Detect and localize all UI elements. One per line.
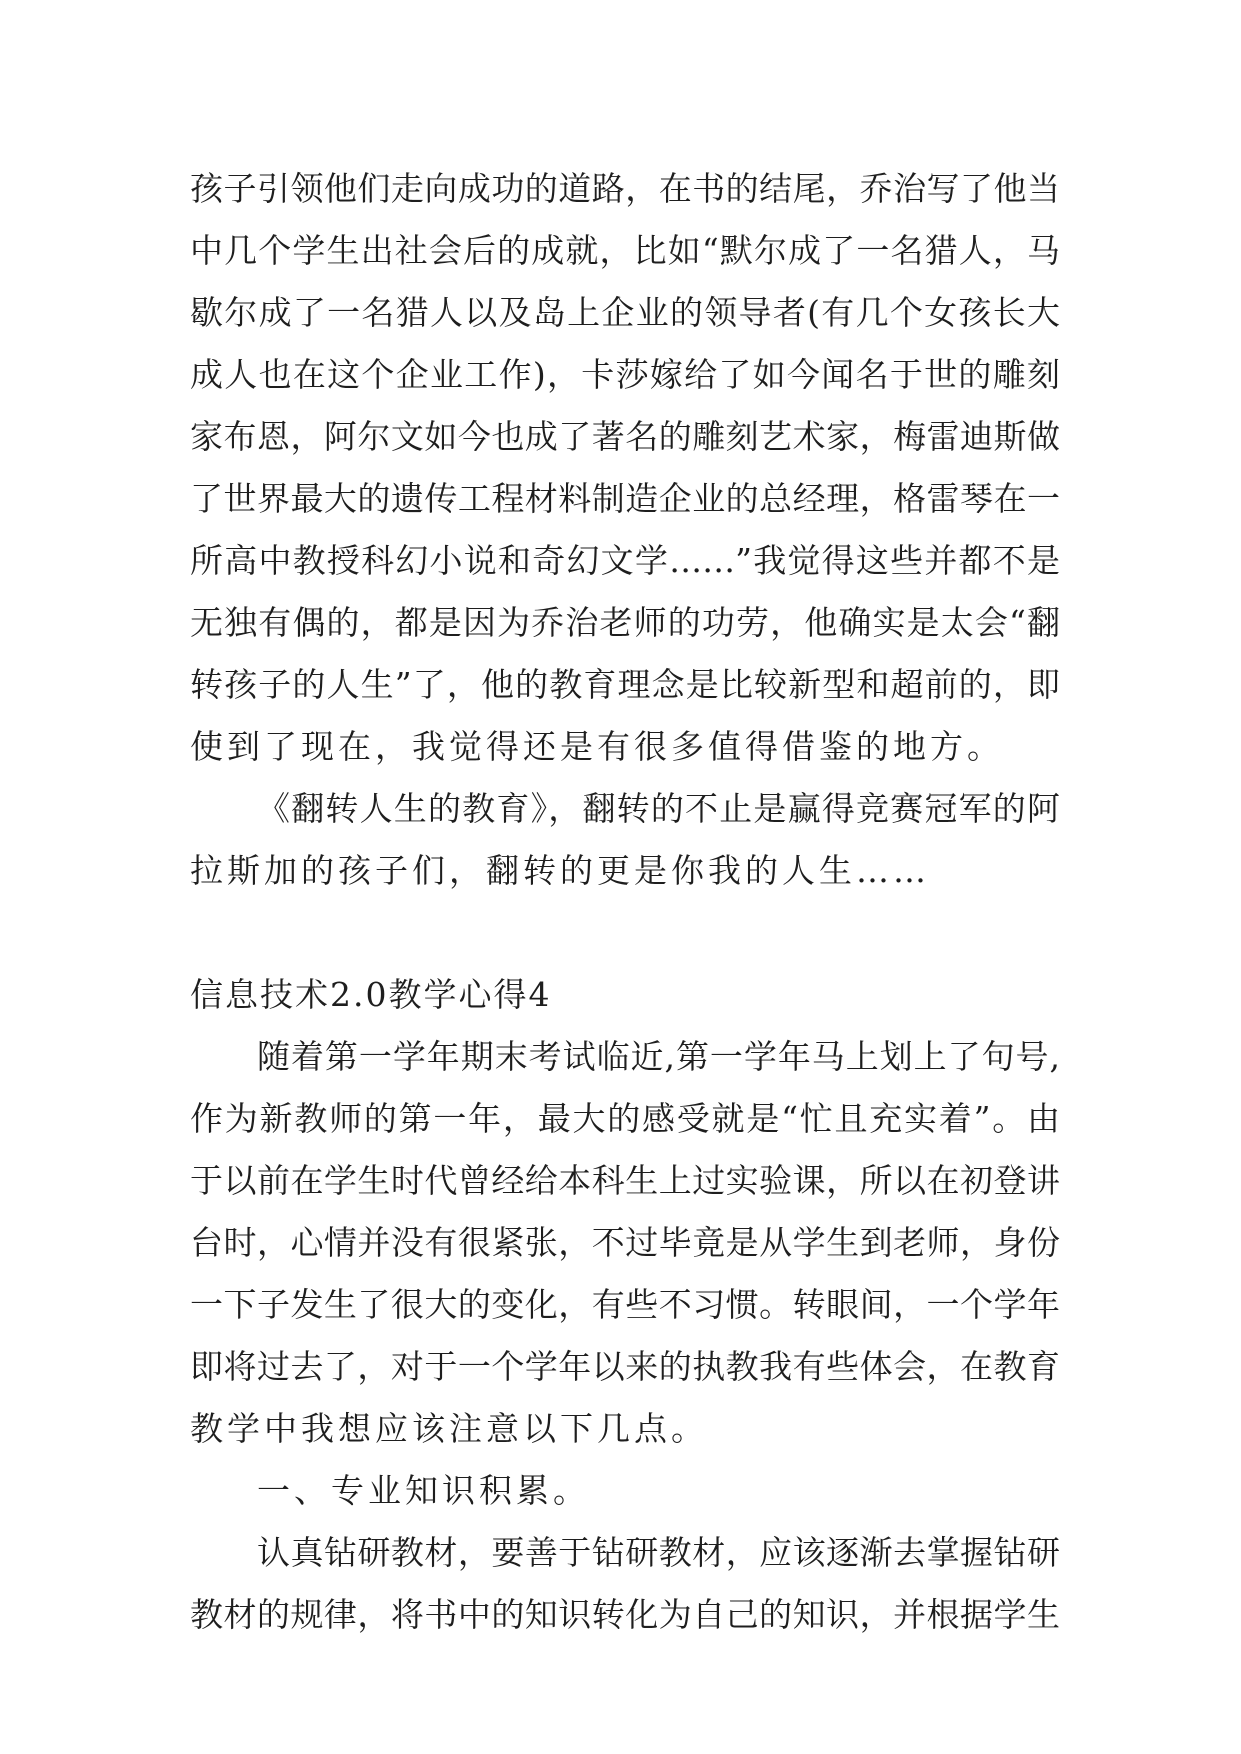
text-line: 孩子引领他们走向成功的道路，在书的结尾，乔治写了他当	[190, 169, 1060, 208]
text-line: 认真钻研教材，要善于钻研教材，应该逐渐去掌握钻研	[257, 1533, 1060, 1572]
text-line: 随着第一学年期末考试临近,第一学年马上划上了句号,	[257, 1037, 1060, 1076]
point-heading: 一、专业知识积累。	[257, 1471, 590, 1510]
section-heading: 信息技术2.0教学心得4	[190, 975, 552, 1014]
text-line: 转孩子的人生”了，他的教育理念是比较新型和超前的，即	[190, 665, 1060, 704]
text-line: 教材的规律，将书中的知识转化为自己的知识，并根据学生	[190, 1595, 1060, 1634]
text-line: 歇尔成了一名猎人以及岛上企业的领导者(有几个女孩长大	[190, 293, 1060, 332]
text-line: 台时，心情并没有很紧张，不过毕竟是从学生到老师，身份	[190, 1223, 1060, 1262]
section1-closing-paragraph	[190, 778, 1060, 902]
text-line: 教学中我想应该注意以下几点。	[190, 1409, 708, 1448]
text-line: 一下子发生了很大的变化，有些不习惯。转眼间，一个学年	[190, 1285, 1060, 1324]
text-line: 拉斯加的孩子们，翻转的更是你我的人生……	[190, 851, 930, 890]
text-line: 无独有偶的，都是因为乔治老师的功劳，他确实是太会“翻	[190, 603, 1060, 642]
text-line: 《翻转人生的教育》，翻转的不止是赢得竞赛冠军的阿	[257, 789, 1060, 828]
text-line: 家布恩，阿尔文如今也成了著名的雕刻艺术家，梅雷迪斯做	[190, 417, 1060, 456]
section2-paragraph-2	[190, 1522, 1060, 1646]
text-line: 即将过去了，对于一个学年以来的执教我有些体会，在教育	[190, 1347, 1060, 1386]
text-line: 作为新教师的第一年，最大的感受就是“忙且充实着”。由	[190, 1099, 1060, 1138]
document-page	[190, 158, 1060, 1646]
text-line: 成人也在这个企业工作)，卡莎嫁给了如今闻名于世的雕刻	[190, 355, 1060, 394]
section2-paragraph-1	[190, 1026, 1060, 1460]
text-line: 中几个学生出社会后的成就，比如“默尔成了一名猎人，马	[190, 231, 1060, 270]
section1-body	[190, 158, 1060, 778]
text-line: 于以前在学生时代曾经给本科生上过实验课，所以在初登讲	[190, 1161, 1060, 1200]
text-line: 所高中教授科幻小说和奇幻文学……”我觉得这些并都不是	[190, 541, 1060, 580]
text-line: 使到了现在，我觉得还是有很多值得借鉴的地方。	[190, 727, 1004, 766]
text-line: 了世界最大的遗传工程材料制造企业的总经理，格雷琴在一	[190, 479, 1060, 518]
